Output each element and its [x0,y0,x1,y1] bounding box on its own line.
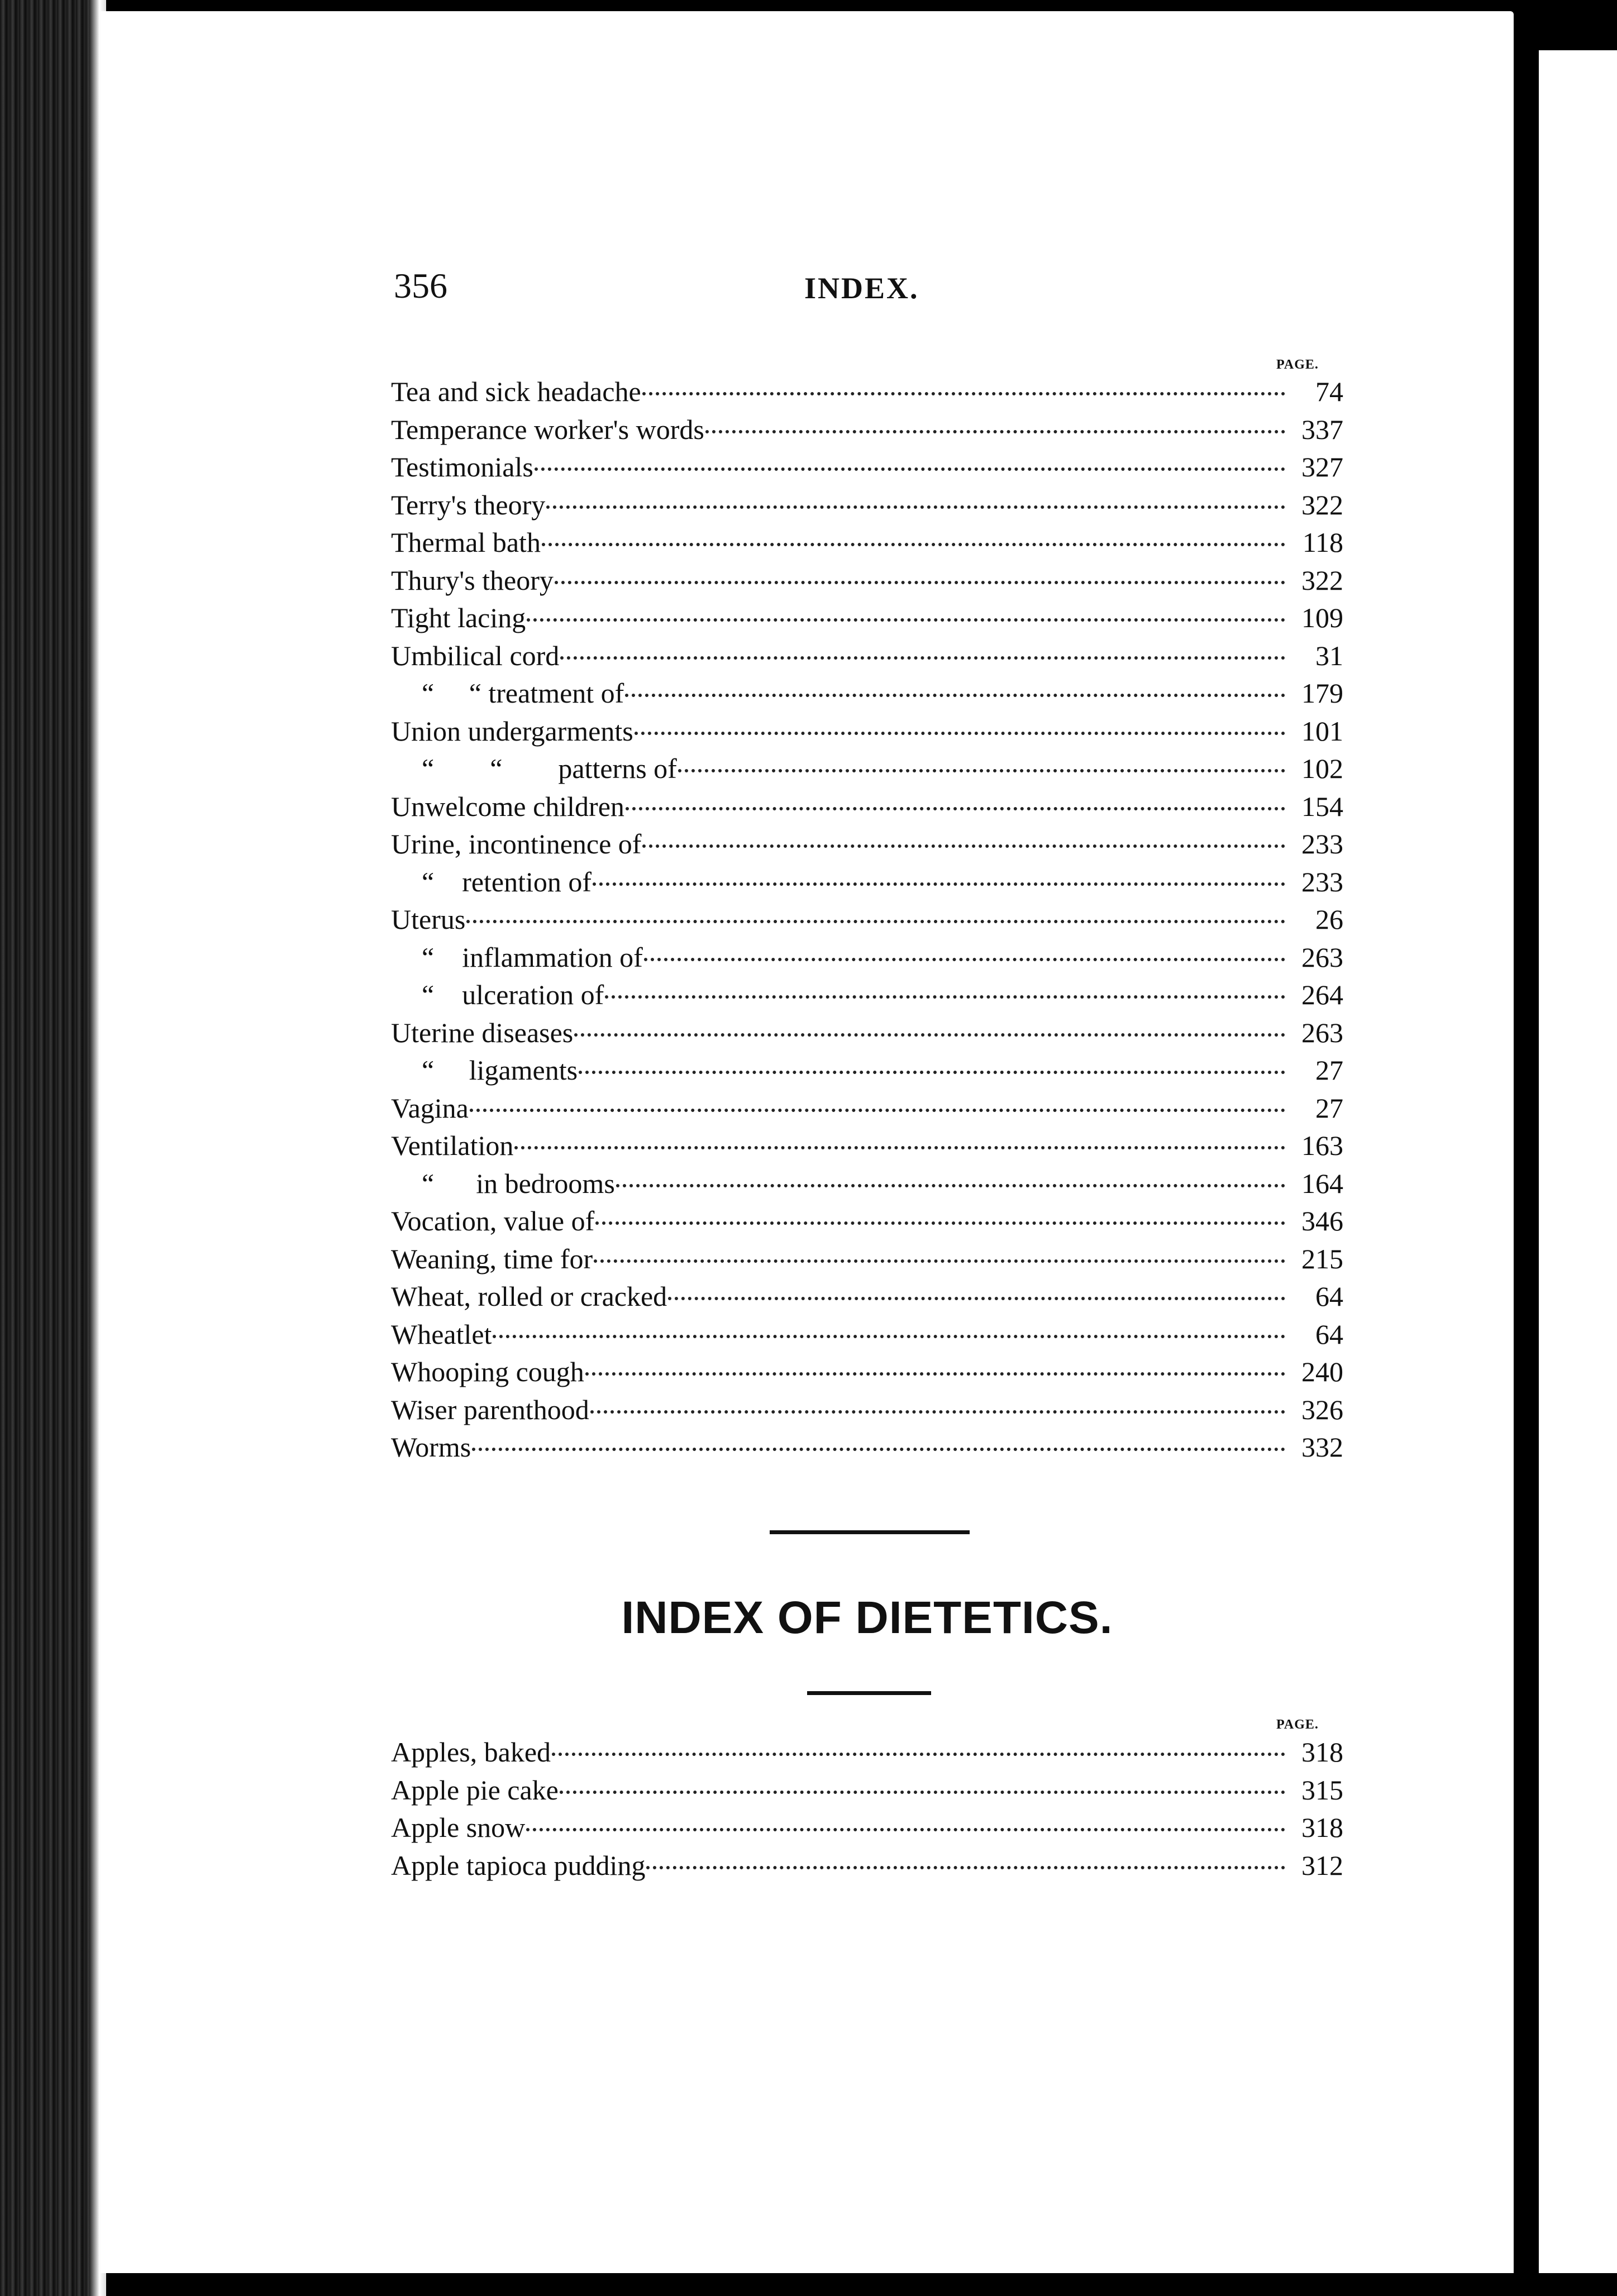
index-entry [391,752,1343,790]
dot-leader [546,505,1285,509]
index-entry-term: Tea and sick headache [391,376,641,407]
index-entry-page: 337 [1301,413,1343,445]
dot-leader [574,1033,1285,1037]
index-entry [391,1243,1343,1281]
index-entry [391,451,1343,489]
index-entry [391,602,1343,639]
index-entry-term: Urine, incontinence of [391,828,642,860]
index-entry [391,1811,1343,1849]
dot-leader [590,1410,1285,1414]
index-entry-term: Uterus [391,904,466,935]
dot-leader [552,1753,1285,1756]
dot-leader [527,618,1285,622]
index-entry-term: Tight lacing [391,602,526,633]
index-entry-page: 179 [1301,677,1343,709]
index-entry-term: Vagina [391,1092,469,1124]
index-entry-term: Ventilation [391,1130,514,1161]
index-entry-page: 312 [1301,1849,1343,1881]
index-entry [391,1736,1343,1774]
facing-page-edge [1539,50,1617,2273]
dot-leader [579,1071,1285,1074]
index-entry-term: Wheat, rolled or cracked [391,1281,667,1312]
index-entry-page: 233 [1301,866,1343,898]
index-entry-term: Terry's theory [391,489,546,521]
dot-leader [605,995,1285,999]
dot-leader [593,882,1285,886]
index-entry [391,1355,1343,1393]
index-entry-term: “ retention of [422,866,592,898]
index-entry [391,941,1343,979]
dot-leader [526,1828,1285,1831]
index-entry-term: Whooping cough [391,1356,584,1387]
index-entry [391,413,1343,451]
index-entry-page: 346 [1301,1205,1343,1237]
book-binding [0,0,98,2296]
index-entry-term: “ “ patterns of [422,753,677,784]
index-entry [391,639,1343,677]
index-entry [391,1129,1343,1167]
index-entry-page: 164 [1301,1167,1343,1199]
index-entry-page: 27 [1315,1054,1343,1086]
running-head: INDEX. [804,271,919,305]
index-entry-page: 74 [1315,376,1343,407]
dot-leader [626,807,1285,810]
dietetics-index-list [391,1736,1343,1887]
index-entry-term: Worms [391,1431,471,1463]
index-entry [391,564,1343,602]
dot-leader [514,1146,1285,1149]
dot-leader [646,1866,1285,1869]
index-entry [391,526,1343,564]
section-rule-bottom [807,1691,931,1695]
index-entry [391,903,1343,941]
dot-leader [466,920,1285,923]
index-entry-page: 327 [1301,451,1343,483]
index-entry-page: 64 [1315,1318,1343,1350]
index-entry-page: 322 [1301,489,1343,521]
index-entry [391,1016,1343,1054]
section-heading: INDEX OF DIETETICS. [621,1592,1113,1643]
index-entry [391,1393,1343,1431]
page-column-label: PAGE. [1276,1717,1319,1732]
index-entry-page: 263 [1301,1016,1343,1048]
index-entry-page: 102 [1301,753,1343,784]
index-entry [391,1054,1343,1092]
index-entry [391,1849,1343,1887]
dot-leader [642,392,1285,395]
page-column-label: PAGE. [1276,357,1319,372]
index-entry-page: 263 [1301,941,1343,973]
index-entry-page: 264 [1301,979,1343,1010]
index-entry-page: 163 [1301,1130,1343,1161]
dot-leader [594,1259,1285,1263]
index-entry-term: “ inflammation of [422,941,643,973]
index-entry [391,1092,1343,1130]
index-entry-term: Uterine diseases [391,1016,574,1048]
dot-leader [560,656,1285,660]
index-entry-page: 233 [1301,828,1343,860]
dot-leader [595,1221,1285,1225]
index-entry-page: 26 [1315,904,1343,935]
index-entry-term: Unwelcome children [391,790,624,822]
index-entry-term: Wiser parenthood [391,1393,589,1425]
index-entry-term: Vocation, value of [391,1205,595,1237]
index-entry-page: 322 [1301,564,1343,596]
index-entry-term: Apple tapioca pudding [391,1849,646,1881]
index-entry-page: 215 [1301,1243,1343,1275]
index-entry-term: Union undergarments [391,715,633,747]
dot-leader [642,844,1285,848]
index-entry [391,790,1343,828]
index-entry [391,1431,1343,1469]
index-entry-page: 64 [1315,1281,1343,1312]
index-entry-page: 318 [1301,1736,1343,1768]
index-entry-term: “ ulceration of [422,979,604,1010]
dot-leader [493,1335,1285,1338]
index-entry-term: Wheatlet [391,1318,492,1350]
dot-leader [635,732,1285,735]
main-index-list [391,375,1343,1469]
dot-leader [535,467,1285,471]
index-entry-term: “ in bedrooms [422,1167,615,1199]
index-entry-page: 326 [1301,1393,1343,1425]
index-entry-page: 31 [1315,639,1343,671]
dot-leader [625,694,1285,697]
dot-leader [644,958,1285,961]
dot-leader [555,581,1285,584]
index-entry-term: Testimonials [391,451,533,483]
index-entry-term: Thermal bath [391,527,541,558]
dot-leader [470,1109,1285,1112]
index-entry-term: Weaning, time for [391,1243,593,1275]
index-entry [391,1280,1343,1318]
index-entry-page: 315 [1301,1774,1343,1806]
index-entry [391,489,1343,527]
index-entry-term: “ “ treatment of [422,677,624,709]
dot-leader [585,1372,1285,1376]
section-rule-top [770,1530,970,1534]
index-entry-page: 240 [1301,1356,1343,1387]
dot-leader [560,1791,1285,1794]
index-entry-term: Thury's theory [391,564,554,596]
index-entry-page: 101 [1301,715,1343,747]
index-entry-page: 118 [1302,527,1343,558]
index-entry [391,978,1343,1016]
dot-leader [616,1184,1285,1187]
dot-leader [705,430,1285,433]
index-entry [391,677,1343,715]
index-entry [391,1205,1343,1243]
index-entry-page: 332 [1301,1431,1343,1463]
dot-leader [668,1297,1285,1300]
index-entry-term: Apples, baked [391,1736,551,1768]
index-entry-term: Apple snow [391,1812,526,1843]
index-entry [391,828,1343,866]
index-entry-page: 27 [1315,1092,1343,1124]
dot-leader [472,1448,1285,1451]
index-entry-term: Temperance worker's words [391,413,704,445]
dot-leader [542,543,1285,546]
index-entry-page: 318 [1301,1812,1343,1843]
page-number: 356 [394,266,447,306]
index-entry [391,375,1343,413]
index-entry-page: 109 [1301,602,1343,633]
index-entry [391,715,1343,753]
index-entry [391,1167,1343,1205]
index-entry [391,1774,1343,1812]
index-entry-term: Apple pie cake [391,1774,559,1806]
index-entry [391,1318,1343,1356]
dot-leader [678,769,1285,772]
index-entry [391,866,1343,904]
index-entry-term: Umbilical cord [391,639,560,671]
index-entry-term: “ ligaments [422,1054,578,1086]
index-entry-page: 154 [1301,790,1343,822]
